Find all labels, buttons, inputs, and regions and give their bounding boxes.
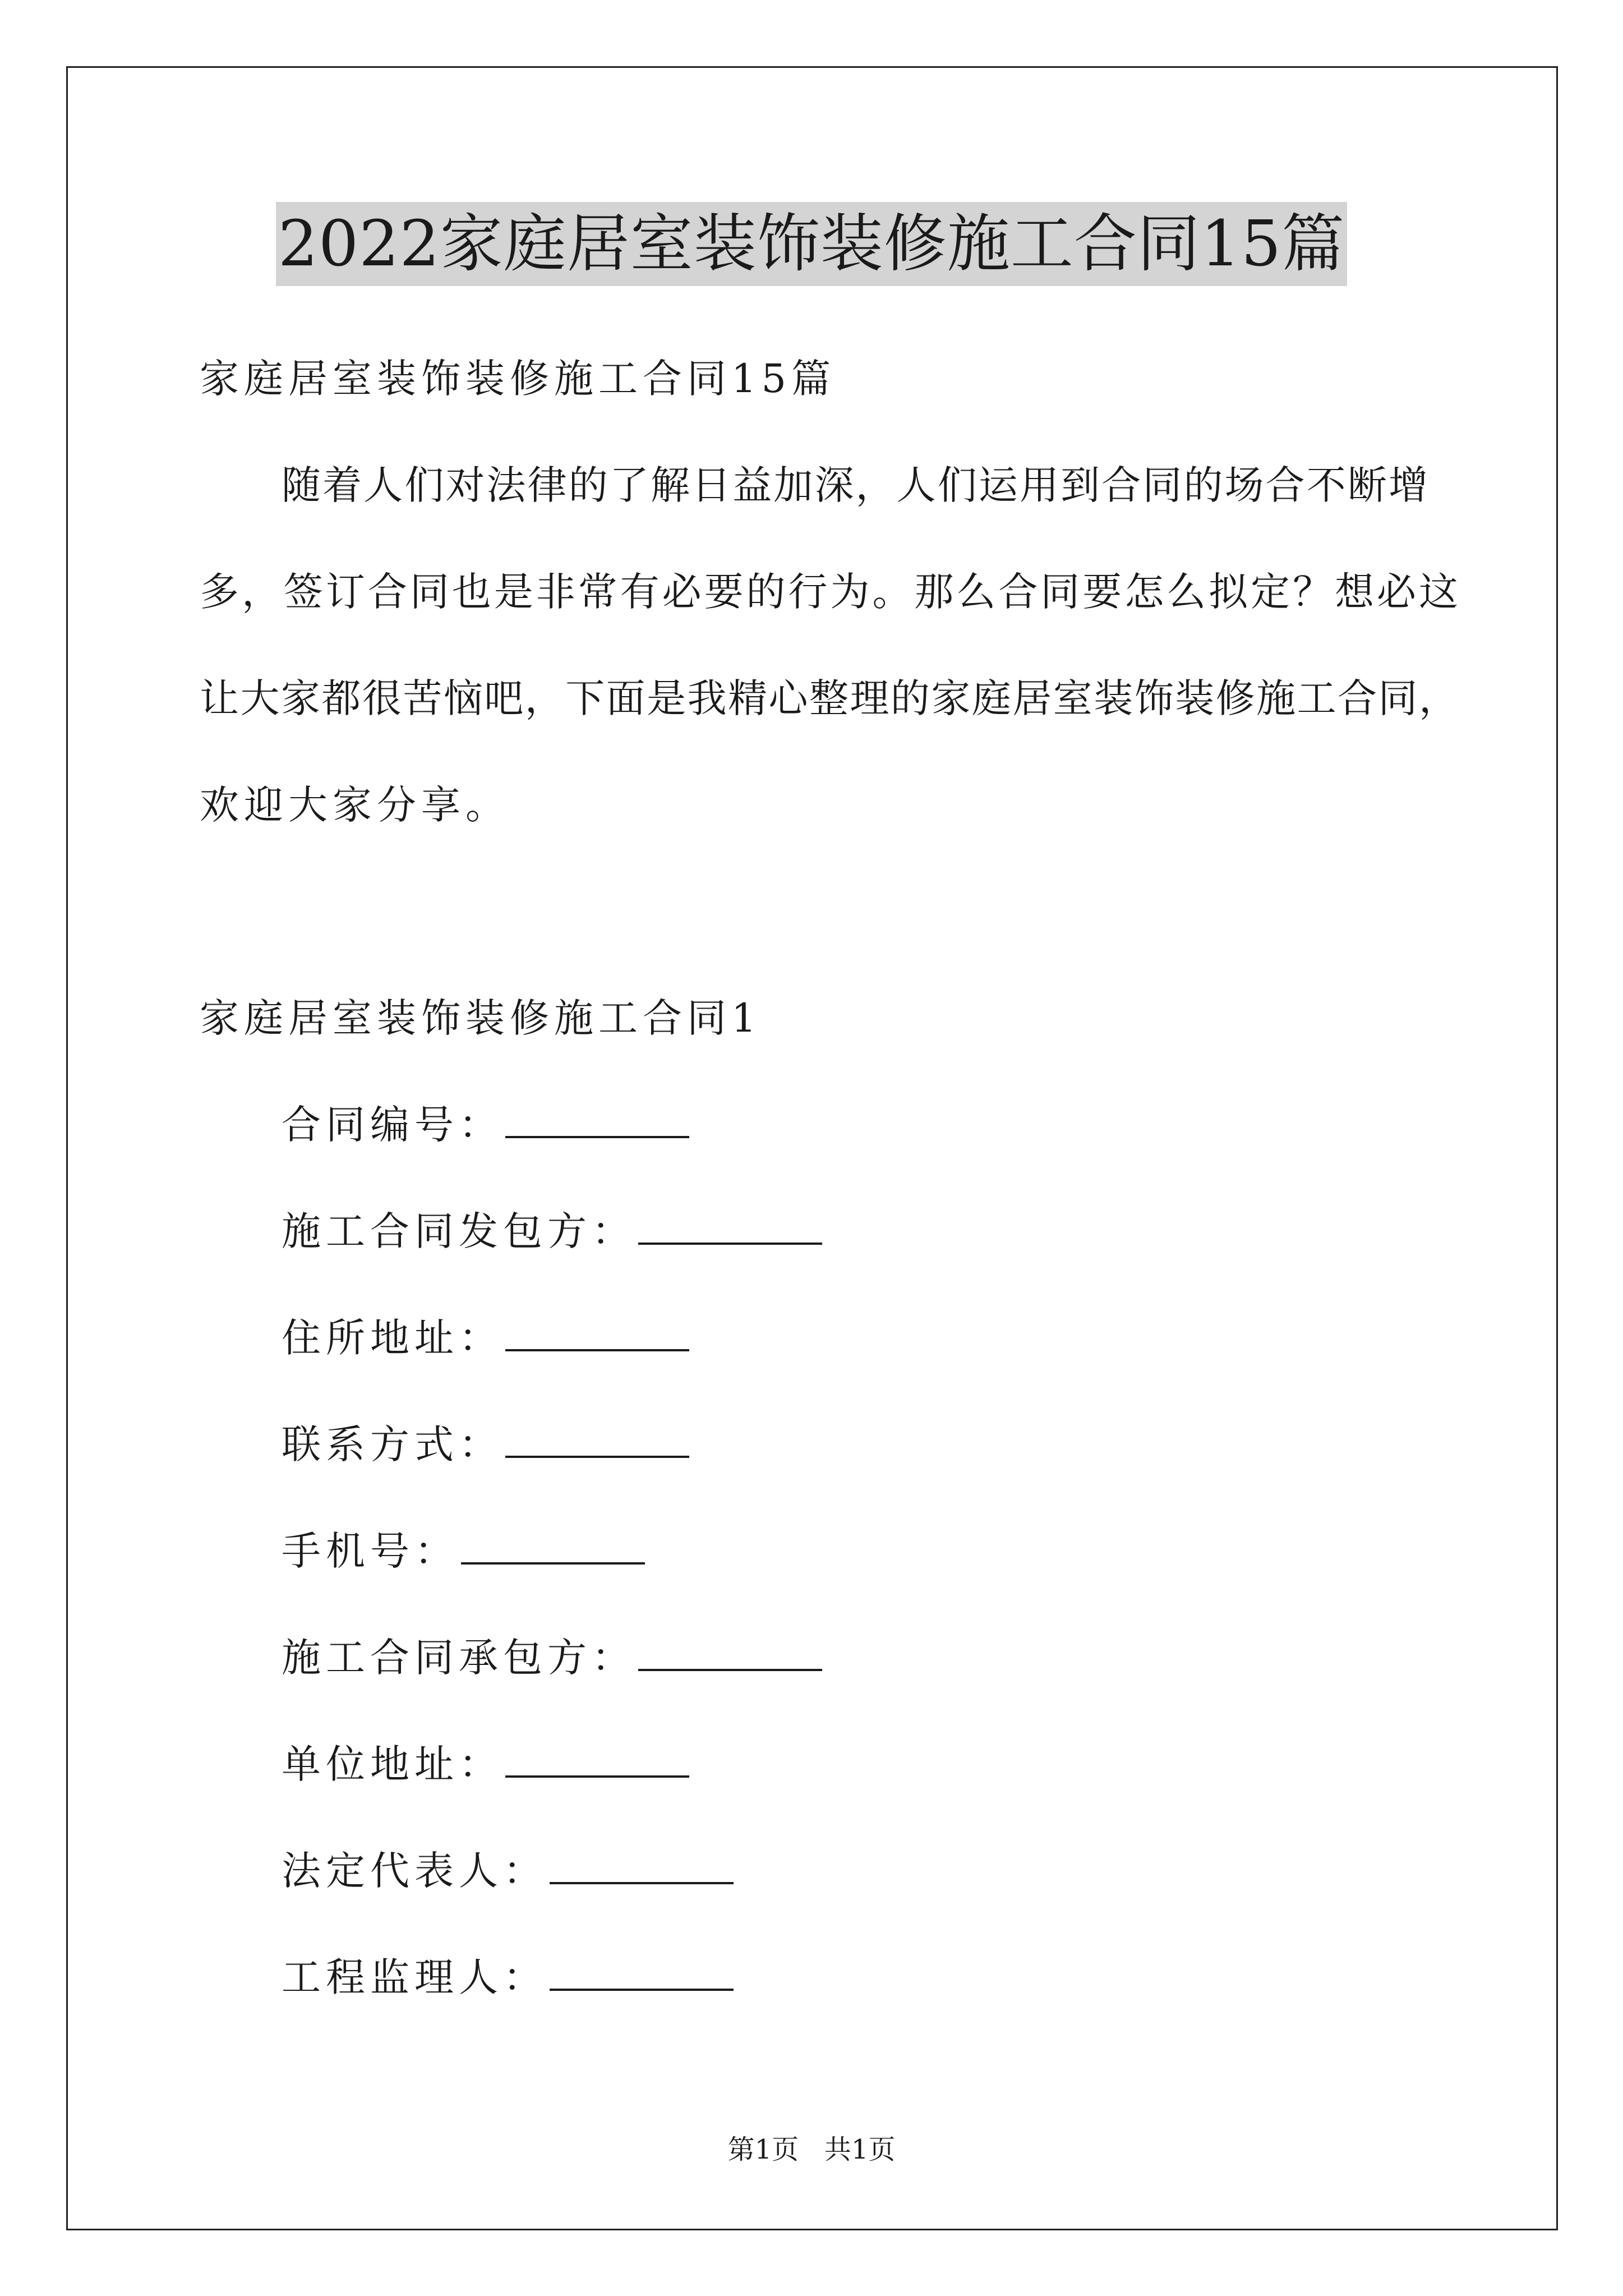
field-label: 合同编号：: [282, 1102, 503, 1148]
field-label: 工程监理人：: [282, 1954, 547, 2000]
fill-in-blank[interactable]: [550, 1847, 734, 1884]
field-label: 法定代表人：: [282, 1848, 547, 1894]
intro-line-2: 多，签订合同也是非常有必要的行为。那么合同要怎么拟定？想必这: [200, 569, 1458, 615]
field-label: 住所地址：: [282, 1315, 503, 1361]
field-address: [282, 1313, 689, 1363]
fill-in-blank[interactable]: [505, 1314, 689, 1351]
fill-in-blank[interactable]: [550, 1954, 734, 1991]
fill-in-blank[interactable]: [505, 1421, 689, 1458]
field-label: 单位地址：: [282, 1741, 503, 1787]
field-legal-representative: [282, 1846, 734, 1896]
field-label: 联系方式：: [282, 1421, 503, 1467]
fill-in-blank[interactable]: [505, 1101, 689, 1138]
field-supervisor: [282, 1952, 734, 2003]
section-heading: 家庭居室装饰装修施工合同1: [200, 995, 762, 1041]
fill-in-blank[interactable]: [638, 1208, 822, 1245]
field-contract-number: [282, 1099, 689, 1150]
field-contractor: [282, 1632, 822, 1683]
fill-in-blank[interactable]: [461, 1527, 645, 1565]
document-subtitle: 家庭居室装饰装修施工合同15篇: [200, 356, 836, 402]
intro-line-1: 随着人们对法律的了解日益加深，人们运用到合同的场合不断增: [282, 462, 1428, 508]
page-footer: 第1页 共1页: [727, 2134, 896, 2165]
fill-in-blank[interactable]: [638, 1634, 822, 1671]
fill-in-blank[interactable]: [505, 1741, 689, 1778]
field-company-address: [282, 1739, 689, 1789]
field-contact: [282, 1419, 689, 1470]
intro-line-3: 让大家都很苦恼吧，下面是我精心整理的家庭居室装饰装修施工合同，: [200, 675, 1458, 721]
field-label: 施工合同承包方：: [282, 1635, 636, 1681]
intro-line-4: 欢迎大家分享。: [200, 782, 510, 828]
field-employer: [282, 1206, 822, 1257]
field-label: 手机号：: [282, 1528, 459, 1574]
document-title: 2022家庭居室装饰装修施工合同15篇: [276, 202, 1348, 286]
field-mobile: [282, 1526, 645, 1576]
title-container: [0, 202, 1623, 286]
field-label: 施工合同发包方：: [282, 1208, 636, 1254]
